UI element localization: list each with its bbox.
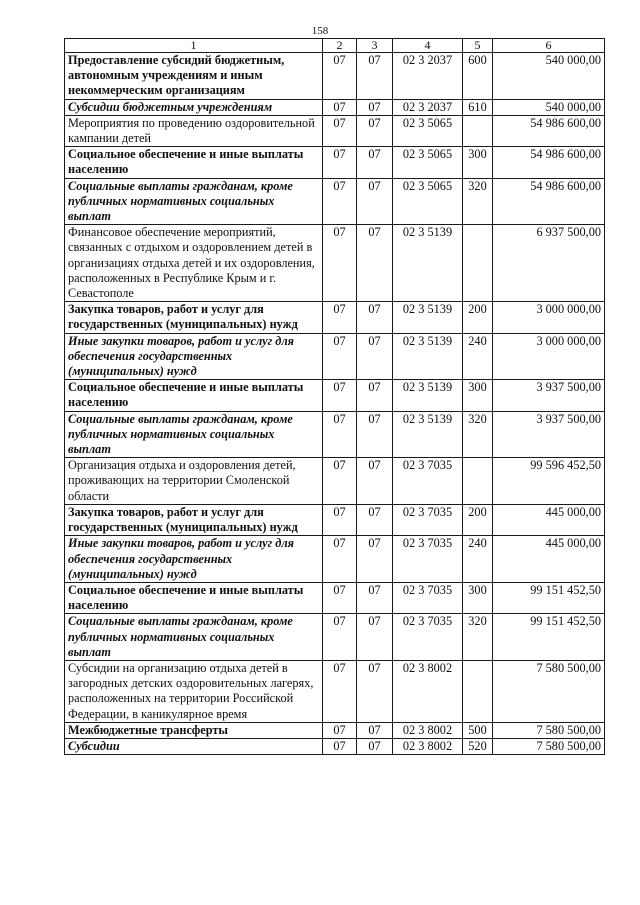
table-row <box>65 738 605 754</box>
row-amount-cell: 445 000,00 <box>493 504 605 535</box>
row-name-cell: Социальное обеспечение и иные выплаты населению <box>65 147 323 178</box>
row-subsection-cell: 07 <box>357 99 393 115</box>
row-name-cell: Закупка товаров, работ и услуг для государственных (муниципальных) нужд <box>65 302 323 333</box>
header-expense-type-column: 5 <box>463 39 493 53</box>
row-amount-cell: 54 986 600,00 <box>493 147 605 178</box>
row-amount-cell: 7 580 500,00 <box>493 722 605 738</box>
row-subsection-cell: 07 <box>357 53 393 100</box>
row-amount-cell: 6 937 500,00 <box>493 225 605 302</box>
row-expense-type-cell: 240 <box>463 333 493 380</box>
row-section-cell: 07 <box>323 738 357 754</box>
table-row <box>65 614 605 661</box>
row-name-cell: Социальное обеспечение и иные выплаты населению <box>65 380 323 411</box>
row-subsection-cell: 07 <box>357 536 393 583</box>
row-section-cell: 07 <box>323 302 357 333</box>
row-expense-type-cell: 320 <box>463 411 493 458</box>
table-row <box>65 458 605 505</box>
row-target-article-cell: 02 3 5065 <box>393 178 463 225</box>
table-row <box>65 53 605 100</box>
row-target-article-cell: 02 3 2037 <box>393 53 463 100</box>
row-amount-cell: 445 000,00 <box>493 536 605 583</box>
row-expense-type-cell <box>463 660 493 722</box>
table-row <box>65 115 605 146</box>
row-subsection-cell: 07 <box>357 302 393 333</box>
row-target-article-cell: 02 3 5139 <box>393 411 463 458</box>
table-row <box>65 536 605 583</box>
row-section-cell: 07 <box>323 115 357 146</box>
row-expense-type-cell: 200 <box>463 504 493 535</box>
row-target-article-cell: 02 3 8002 <box>393 660 463 722</box>
row-amount-cell: 54 986 600,00 <box>493 178 605 225</box>
row-amount-cell: 3 000 000,00 <box>493 333 605 380</box>
row-target-article-cell: 02 3 5139 <box>393 380 463 411</box>
header-subsection-column: 3 <box>357 39 393 53</box>
header-target-article-column: 4 <box>393 39 463 53</box>
row-name-cell: Субсидии <box>65 738 323 754</box>
row-amount-cell: 99 151 452,50 <box>493 582 605 613</box>
table-row <box>65 302 605 333</box>
row-subsection-cell: 07 <box>357 333 393 380</box>
page-number: 158 <box>311 25 329 37</box>
row-section-cell: 07 <box>323 536 357 583</box>
row-name-cell: Социальные выплаты гражданам, кроме публичных нормативных социальных выплат <box>65 614 323 661</box>
row-subsection-cell: 07 <box>357 411 393 458</box>
row-section-cell: 07 <box>323 333 357 380</box>
row-expense-type-cell: 200 <box>463 302 493 333</box>
row-name-cell: Иные закупки товаров, работ и услуг для обеспечения государственных (муниципальных) нужд <box>65 536 323 583</box>
row-amount-cell: 99 151 452,50 <box>493 614 605 661</box>
row-amount-cell: 540 000,00 <box>493 53 605 100</box>
header-amount-column: 6 <box>493 39 605 53</box>
row-target-article-cell: 02 3 2037 <box>393 99 463 115</box>
row-target-article-cell: 02 3 7035 <box>393 504 463 535</box>
table-row <box>65 380 605 411</box>
table-row <box>65 333 605 380</box>
row-amount-cell: 3 937 500,00 <box>493 411 605 458</box>
row-section-cell: 07 <box>323 660 357 722</box>
row-name-cell: Социальные выплаты гражданам, кроме публичных нормативных социальных выплат <box>65 411 323 458</box>
row-subsection-cell: 07 <box>357 147 393 178</box>
row-expense-type-cell: 300 <box>463 582 493 613</box>
row-section-cell: 07 <box>323 458 357 505</box>
row-target-article-cell: 02 3 5139 <box>393 225 463 302</box>
row-section-cell: 07 <box>323 147 357 178</box>
row-subsection-cell: 07 <box>357 178 393 225</box>
row-expense-type-cell: 520 <box>463 738 493 754</box>
row-target-article-cell: 02 3 8002 <box>393 722 463 738</box>
row-subsection-cell: 07 <box>357 115 393 146</box>
row-section-cell: 07 <box>323 722 357 738</box>
row-expense-type-cell <box>463 115 493 146</box>
row-expense-type-cell: 320 <box>463 614 493 661</box>
table-row <box>65 411 605 458</box>
row-amount-cell: 3 000 000,00 <box>493 302 605 333</box>
row-section-cell: 07 <box>323 99 357 115</box>
row-name-cell: Мероприятия по проведению оздоровительной кампании детей <box>65 115 323 146</box>
row-name-cell: Социальные выплаты гражданам, кроме публичных нормативных социальных выплат <box>65 178 323 225</box>
row-name-cell: Социальное обеспечение и иные выплаты населению <box>65 582 323 613</box>
row-amount-cell: 540 000,00 <box>493 99 605 115</box>
row-amount-cell: 99 596 452,50 <box>493 458 605 505</box>
row-target-article-cell: 02 3 5139 <box>393 333 463 380</box>
row-name-cell: Субсидии на организацию отдыха детей в загородных детских оздоровительных лагерях, расположенных на территории Российской Федерации, в каникулярное время <box>65 660 323 722</box>
table-row <box>65 178 605 225</box>
row-subsection-cell: 07 <box>357 660 393 722</box>
row-target-article-cell: 02 3 5065 <box>393 147 463 178</box>
row-subsection-cell: 07 <box>357 582 393 613</box>
table-row <box>65 722 605 738</box>
budget-table <box>64 38 605 755</box>
row-target-article-cell: 02 3 5065 <box>393 115 463 146</box>
row-subsection-cell: 07 <box>357 504 393 535</box>
table-row <box>65 147 605 178</box>
row-subsection-cell: 07 <box>357 458 393 505</box>
row-section-cell: 07 <box>323 504 357 535</box>
table-row <box>65 660 605 722</box>
table-body <box>65 53 605 755</box>
row-amount-cell: 7 580 500,00 <box>493 660 605 722</box>
table-row <box>65 225 605 302</box>
row-amount-cell: 3 937 500,00 <box>493 380 605 411</box>
row-target-article-cell: 02 3 5139 <box>393 302 463 333</box>
row-target-article-cell: 02 3 8002 <box>393 738 463 754</box>
table-row <box>65 504 605 535</box>
row-name-cell: Финансовое обеспечение мероприятий, связанных с отдыхом и оздоровлением детей в организациях отдыха детей и их оздоровления, расположенных в Республике Крым и г. Севастополе <box>65 225 323 302</box>
table-row <box>65 99 605 115</box>
row-name-cell: Субсидии бюджетным учреждениям <box>65 99 323 115</box>
row-name-cell: Предоставление субсидий бюджетным, автономным учреждениям и иным некоммерческим организациям <box>65 53 323 100</box>
header-name-column: 1 <box>65 39 323 53</box>
row-expense-type-cell <box>463 458 493 505</box>
row-name-cell: Межбюджетные трансферты <box>65 722 323 738</box>
row-amount-cell: 7 580 500,00 <box>493 738 605 754</box>
row-target-article-cell: 02 3 7035 <box>393 458 463 505</box>
row-expense-type-cell: 500 <box>463 722 493 738</box>
row-name-cell: Организация отдыха и оздоровления детей, проживающих на территории Смоленской области <box>65 458 323 505</box>
row-amount-cell: 54 986 600,00 <box>493 115 605 146</box>
row-section-cell: 07 <box>323 380 357 411</box>
row-expense-type-cell <box>463 225 493 302</box>
row-section-cell: 07 <box>323 614 357 661</box>
header-row <box>65 39 605 53</box>
row-subsection-cell: 07 <box>357 738 393 754</box>
row-expense-type-cell: 300 <box>463 380 493 411</box>
row-expense-type-cell: 320 <box>463 178 493 225</box>
row-section-cell: 07 <box>323 225 357 302</box>
row-subsection-cell: 07 <box>357 380 393 411</box>
row-target-article-cell: 02 3 7035 <box>393 582 463 613</box>
row-section-cell: 07 <box>323 582 357 613</box>
row-subsection-cell: 07 <box>357 614 393 661</box>
row-subsection-cell: 07 <box>357 225 393 302</box>
table-row <box>65 582 605 613</box>
row-expense-type-cell: 600 <box>463 53 493 100</box>
row-expense-type-cell: 300 <box>463 147 493 178</box>
row-expense-type-cell: 240 <box>463 536 493 583</box>
header-section-column: 2 <box>323 39 357 53</box>
row-section-cell: 07 <box>323 178 357 225</box>
row-name-cell: Закупка товаров, работ и услуг для государственных (муниципальных) нужд <box>65 504 323 535</box>
row-name-cell: Иные закупки товаров, работ и услуг для обеспечения государственных (муниципальных) нужд <box>65 333 323 380</box>
row-target-article-cell: 02 3 7035 <box>393 536 463 583</box>
row-section-cell: 07 <box>323 411 357 458</box>
row-section-cell: 07 <box>323 53 357 100</box>
row-expense-type-cell: 610 <box>463 99 493 115</box>
row-subsection-cell: 07 <box>357 722 393 738</box>
row-target-article-cell: 02 3 7035 <box>393 614 463 661</box>
